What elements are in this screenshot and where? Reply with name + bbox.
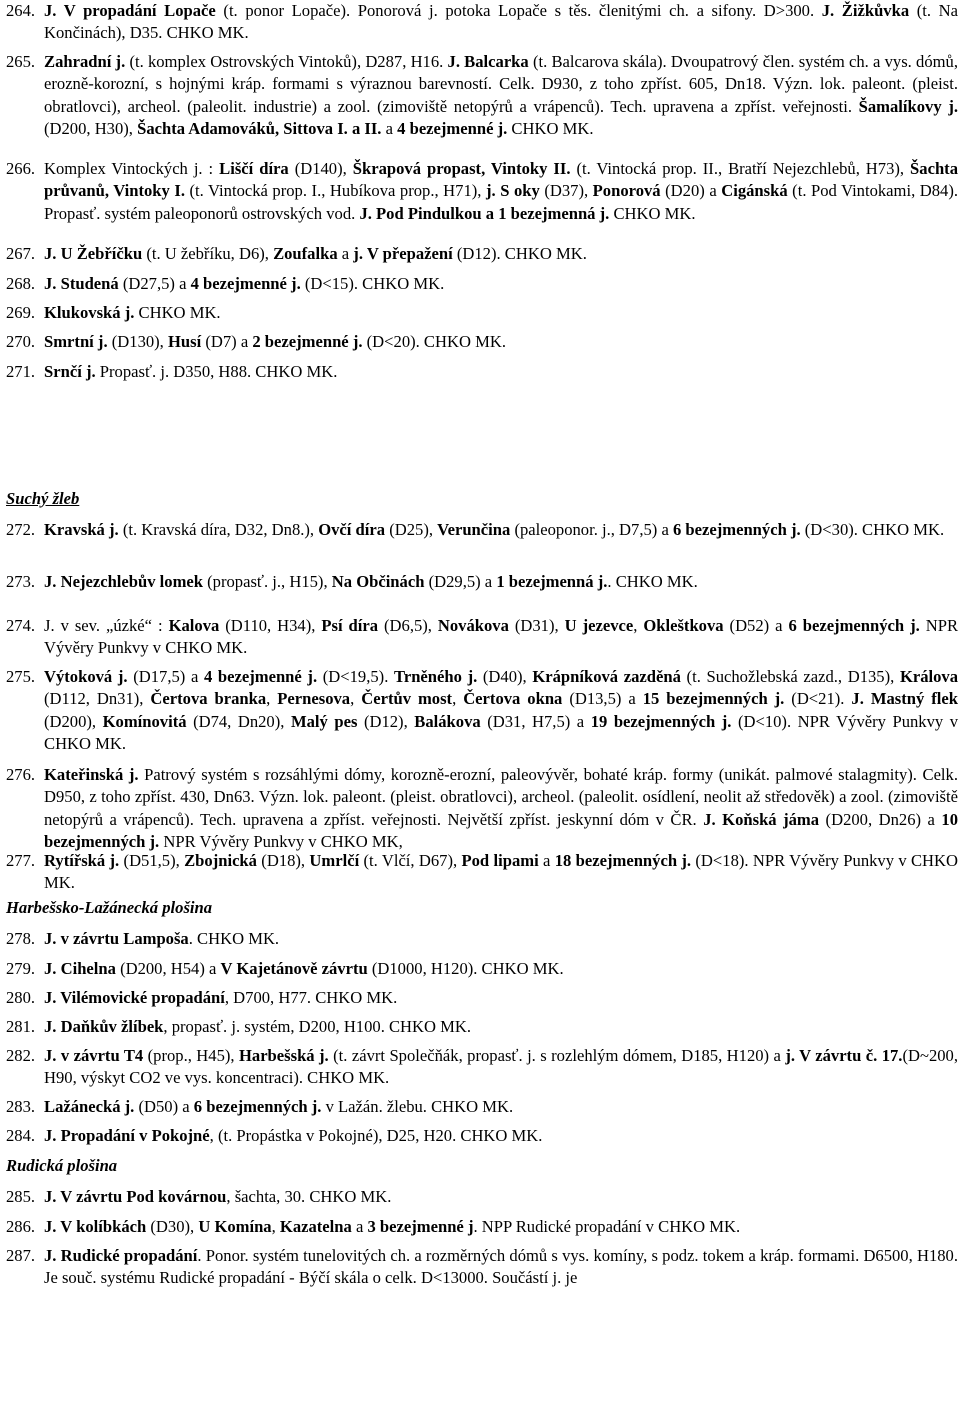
entry-text bbox=[44, 764, 958, 853]
cave-name: Králova bbox=[899, 667, 959, 686]
section-heading: Rudická plošina bbox=[6, 1156, 118, 1175]
entry-description: (D30), bbox=[146, 1217, 199, 1236]
cave-entry bbox=[6, 928, 958, 950]
section-heading: Harbešsko-Lažánecká plošina bbox=[6, 898, 213, 917]
entry-text bbox=[44, 1016, 958, 1038]
entry-description: (t. Balcarova skála). Dvoupatrový člen. systém ch. a vys. dómů, erozně-korozní, s hojnými kráp. formami s výraznou barevností. Celk. D930, z toho zpříst. 605, Dn18. Význ. lok. paleont. (pleist. obratlovci), archeol. (paleolit. industrie) a zool. (zimoviště netopýrů a vrápenců). Tech. upravena a zpříst. veřejnosti. bbox=[44, 52, 958, 116]
cave-name: 10 bezejmenných j. bbox=[44, 809, 958, 851]
cave-entry bbox=[6, 615, 958, 660]
cave-entry bbox=[6, 51, 958, 140]
entry-number: 280. bbox=[6, 988, 36, 1007]
entry-description: (D52) a bbox=[723, 616, 789, 635]
cave-name: Psí díra bbox=[321, 616, 379, 635]
cave-name: J. Propadání v Pokojné bbox=[44, 1126, 210, 1145]
cave-name: 1 bezejmenná j. bbox=[496, 572, 608, 591]
entry-description: Patrový systém s rozsáhlými dómy, korozně-erozní, paleovývěr, bohaté kráp. formy (unikát. palmové stalagmity). Celk. D950, z toho zpříst. 430, Dn63. Význ. lok. paleont. (pleist. obratlovci), archeol. (paleolit. osídlení, neolit až středověk) a zool. (zimoviště netopýrů a vrápenců). Tech. upravena a zpříst. veřejnosti. Největší zpříst. jeskynní dóm v ČR. bbox=[44, 765, 958, 829]
cave-name: Rytířská j. bbox=[44, 851, 120, 870]
entry-number: 264. bbox=[6, 1, 36, 20]
cave-name: Čertova branka bbox=[150, 689, 267, 709]
cave-name: Kateřinská j. bbox=[44, 765, 139, 784]
entry-description: , bbox=[452, 689, 464, 709]
cave-name: Na Občinách bbox=[331, 572, 425, 591]
entry-description: , bbox=[350, 689, 362, 709]
entry-number: 266. bbox=[6, 159, 36, 178]
entry-text bbox=[44, 928, 958, 950]
cave-entry bbox=[6, 243, 958, 265]
cave-entry bbox=[6, 850, 958, 895]
entry-description: (t. Vintocká prop. II., Bratří Nejezchlebů, H73), bbox=[570, 159, 911, 178]
cave-entry bbox=[6, 361, 958, 383]
entry-number: 269. bbox=[6, 303, 36, 322]
cave-name: Šachta Adamováků, Sittova I. a II. bbox=[137, 118, 382, 138]
entry-text bbox=[44, 273, 958, 295]
entry-description: a bbox=[351, 1217, 368, 1236]
entry-description: , D700, H77. CHKO MK. bbox=[224, 988, 398, 1007]
entry-text bbox=[44, 158, 958, 225]
cave-entry bbox=[6, 764, 958, 853]
cave-name: J. Žižkůvka bbox=[821, 1, 910, 20]
cave-name: Ovčí díra bbox=[318, 520, 386, 539]
cave-name: Komínovitá bbox=[102, 711, 187, 731]
cave-name: U jezevce bbox=[564, 616, 634, 635]
cave-name: Malý pes bbox=[290, 711, 358, 731]
entry-description: Komplex Vintockých j. : bbox=[44, 159, 220, 178]
cave-name: Ponorová bbox=[592, 181, 661, 201]
cave-name: Zbojnická bbox=[184, 851, 257, 870]
entry-description: (t. ponor Lopače). Ponorová j. potoka Lopače s těs. členitými ch. a sifony. D>300. bbox=[215, 1, 822, 20]
entry-description: (D27,5) a bbox=[118, 274, 191, 293]
entry-description: (D140), bbox=[288, 159, 353, 178]
entry-description: (t. U žebříku, D6), bbox=[142, 244, 274, 263]
cave-entry bbox=[6, 666, 958, 755]
cave-name: j. V přepažení bbox=[353, 244, 453, 263]
entry-number: 281. bbox=[6, 1017, 36, 1036]
cave-name: 2 bezejmenné j. bbox=[252, 332, 363, 351]
entry-number: 265. bbox=[6, 52, 36, 71]
entry-description: (D50) a bbox=[134, 1097, 194, 1116]
cave-name: 6 bezejmenných j. bbox=[788, 616, 920, 635]
cave-name: Umrlčí bbox=[309, 851, 360, 870]
cave-name: Srnčí j. bbox=[44, 362, 96, 381]
entry-description: (D74, Dn20), bbox=[186, 711, 291, 731]
entry-description: (D51,5), bbox=[119, 851, 185, 870]
entry-description: (D130), bbox=[107, 332, 168, 351]
entry-description: (t. Kravská díra, D32, Dn8.), bbox=[118, 520, 319, 539]
cave-name: Kravská j. bbox=[44, 520, 119, 539]
cave-entry bbox=[6, 302, 958, 324]
entry-description: (t. Na Končinách), D35. CHKO MK. bbox=[44, 1, 958, 43]
entry-number: 275. bbox=[6, 667, 36, 686]
entry-text bbox=[44, 666, 958, 755]
cave-name: Husí bbox=[167, 332, 202, 351]
entry-description: (D40), bbox=[477, 667, 533, 686]
entry-description: (D<30). CHKO MK. bbox=[800, 520, 945, 539]
entry-number: 268. bbox=[6, 274, 36, 293]
entry-description: (D12). CHKO MK. bbox=[452, 244, 587, 263]
cave-name: J. V závrtu Pod kovárnou bbox=[44, 1187, 227, 1206]
entry-description: (t. závrt Společňák, propasť. j. s rozlehlým dómem, D185, H120) a bbox=[328, 1046, 786, 1065]
cave-entry bbox=[6, 331, 958, 353]
entry-number: 286. bbox=[6, 1217, 36, 1236]
cave-entry bbox=[6, 519, 958, 541]
cave-entry bbox=[6, 1186, 958, 1208]
entry-number: 285. bbox=[6, 1187, 36, 1206]
entry-text bbox=[44, 958, 958, 980]
entry-number: 279. bbox=[6, 959, 36, 978]
cave-name: 15 bezejmenných j. bbox=[642, 689, 785, 709]
entry-description: (D18), bbox=[256, 851, 310, 870]
entry-description: (D200), bbox=[44, 711, 103, 731]
entry-text bbox=[44, 0, 958, 45]
entry-description: NPR Vývěry Punkvy v CHKO MK. bbox=[44, 616, 959, 658]
entry-description: (D<15). CHKO MK. bbox=[300, 274, 445, 293]
entry-text bbox=[44, 850, 958, 895]
cave-name: 18 bezejmenných j. bbox=[554, 851, 692, 870]
cave-name: J. Mastný flek bbox=[851, 689, 958, 709]
cave-name: 6 bezejmenných j. bbox=[672, 520, 801, 539]
entry-text bbox=[44, 1125, 958, 1147]
entry-description: (D20) a bbox=[660, 181, 722, 201]
cave-name: Zoufalka bbox=[273, 244, 338, 263]
entry-description: (D31, H7,5) a bbox=[480, 711, 591, 731]
cave-name: J. Studená bbox=[44, 274, 119, 293]
cave-name: Čertův most bbox=[361, 689, 453, 709]
entry-description: a bbox=[337, 244, 354, 263]
cave-name: Okleštkova bbox=[643, 616, 724, 635]
entry-number: 287. bbox=[6, 1246, 36, 1265]
cave-entry bbox=[6, 0, 958, 45]
entry-description: , bbox=[633, 616, 644, 635]
entry-description: (D200, H54) a bbox=[115, 959, 221, 978]
cave-entry bbox=[6, 273, 958, 295]
cave-entry bbox=[6, 1016, 958, 1038]
cave-name: J. Rudické propadání bbox=[44, 1246, 198, 1265]
cave-name: Pod lipami bbox=[461, 851, 539, 870]
entry-text bbox=[44, 302, 958, 324]
cave-name: J. Pod Pindulkou a 1 bezejmenná j. bbox=[359, 203, 610, 223]
entry-description: (D200, H30), bbox=[44, 118, 138, 138]
entry-description: (D<21). bbox=[784, 689, 852, 709]
cave-name: 19 bezejmenných j. bbox=[590, 711, 732, 731]
cave-name: Harbešská j. bbox=[238, 1046, 329, 1065]
entry-text bbox=[44, 361, 958, 383]
entry-number: 274. bbox=[6, 616, 36, 635]
entry-description: (D25), bbox=[385, 520, 438, 539]
entry-description: . Ponor. systém tunelovitých ch. a rozměrných dómů s vys. komíny, s podz. tokem a kráp. formami. D6500, H180. Je souč. systému Rudické propadání - Býčí skála o celk. D<13000. Součástí j. je bbox=[44, 1246, 958, 1288]
cave-name: Výtoková j. bbox=[44, 667, 128, 686]
entry-number: 271. bbox=[6, 362, 36, 381]
cave-entry bbox=[6, 987, 958, 1009]
entry-text bbox=[44, 1186, 958, 1208]
entry-description: CHKO MK. bbox=[507, 118, 594, 138]
cave-name: J. V propadání Lopače bbox=[44, 1, 216, 20]
entry-description: J. v sev. „úzké“ : bbox=[44, 616, 169, 635]
entry-text bbox=[44, 987, 958, 1009]
cave-name: J. Vilémovické propadání bbox=[44, 988, 225, 1007]
entry-description: . CHKO MK. bbox=[607, 572, 698, 591]
entry-description: , bbox=[266, 689, 278, 709]
cave-name: j. S oky bbox=[485, 181, 540, 201]
entry-description: (D17,5) a bbox=[127, 667, 204, 686]
cave-name: Zahradní j. bbox=[44, 52, 126, 71]
entry-description: (t. komplex Ostrovských Vintoků), D287, H16. bbox=[125, 52, 448, 71]
cave-name: Šachta průvanů, Vintoky I. bbox=[44, 159, 958, 201]
cave-name: J. Cihelna bbox=[44, 959, 116, 978]
entry-text bbox=[44, 1045, 958, 1090]
entry-number: 276. bbox=[6, 765, 36, 784]
entry-description: v Lažán. žlebu. CHKO MK. bbox=[321, 1097, 514, 1116]
entry-description: , propasť. j. systém, D200, H100. CHKO MK. bbox=[163, 1017, 472, 1036]
cave-name: U Komína bbox=[198, 1217, 272, 1236]
entry-number: 272. bbox=[6, 520, 36, 539]
cave-name: Kalova bbox=[168, 616, 220, 635]
cave-name: J. v závrtu T4 bbox=[44, 1046, 144, 1065]
cave-name: Smrtní j. bbox=[44, 332, 108, 351]
cave-name: J. V kolíbkách bbox=[44, 1217, 147, 1236]
entry-description: (D<19,5). bbox=[317, 667, 394, 686]
entry-number: 270. bbox=[6, 332, 36, 351]
cave-name: 4 bezejmenné j. bbox=[190, 274, 301, 293]
cave-name: Cigánská bbox=[721, 181, 788, 201]
entry-number: 267. bbox=[6, 244, 36, 263]
entry-description: (prop., H45), bbox=[143, 1046, 239, 1065]
entry-description: . CHKO MK. bbox=[188, 929, 280, 948]
entry-description: a bbox=[381, 118, 398, 138]
section-heading: Suchý žleb bbox=[6, 489, 80, 508]
cave-entry bbox=[6, 1245, 958, 1290]
entry-description: (D<18). NPR Vývěry Punkvy v CHKO MK. bbox=[44, 851, 958, 893]
cave-entry bbox=[6, 158, 958, 225]
cave-name: J. Daňkův žlíbek bbox=[44, 1017, 164, 1036]
cave-name: J. v závrtu Lampoša bbox=[44, 929, 189, 948]
cave-name: 4 bezejmenné j. bbox=[203, 667, 318, 686]
cave-entry bbox=[6, 958, 958, 980]
cave-name: Balákova bbox=[414, 711, 481, 731]
entry-number: 277. bbox=[6, 851, 36, 870]
entry-description: (t. Pod Vintokami, D84). Propasť. systém paleoponorů ostrovských vod. bbox=[44, 181, 959, 223]
entry-description: , bbox=[271, 1217, 280, 1236]
entry-text bbox=[44, 51, 958, 140]
cave-name: Čertova okna bbox=[463, 689, 563, 709]
entry-text bbox=[44, 1096, 958, 1118]
cave-name: Klukovská j. bbox=[44, 303, 135, 322]
cave-name: J. Balcarka bbox=[447, 52, 529, 71]
entry-text bbox=[44, 1216, 958, 1238]
entry-text bbox=[44, 1245, 958, 1290]
cave-entry bbox=[6, 571, 958, 593]
cave-name: J. Nejezchlebův lomek bbox=[44, 572, 203, 591]
entry-description: (propasť. j., H15), bbox=[203, 572, 332, 591]
entry-description: CHKO MK. bbox=[609, 203, 696, 223]
entry-number: 282. bbox=[6, 1046, 36, 1065]
cave-entry bbox=[6, 1216, 958, 1238]
entry-description: (D6,5), bbox=[378, 616, 438, 635]
cave-name: Šamalíkovy j. bbox=[858, 96, 958, 116]
cave-name: 3 bezejmenné j bbox=[367, 1217, 474, 1236]
entry-description: , (t. Propástka v Pokojné), D25, H20. CHKO MK. bbox=[209, 1126, 543, 1145]
entry-text bbox=[44, 571, 958, 593]
cave-name: Novákova bbox=[437, 616, 509, 635]
cave-name: Kazatelna bbox=[279, 1217, 352, 1236]
entry-description: (D31), bbox=[508, 616, 565, 635]
cave-name: Trněného j. bbox=[394, 667, 478, 686]
cave-entry bbox=[6, 1096, 958, 1118]
cave-name: Škrapová propast, Vintoky II. bbox=[352, 159, 571, 178]
entry-number: 278. bbox=[6, 929, 36, 948]
entry-description: (D110, H34), bbox=[219, 616, 322, 635]
cave-name: j. V závrtu č. 17. bbox=[785, 1046, 903, 1065]
entry-text bbox=[44, 519, 958, 541]
cave-name: V Kajetánově závrtu bbox=[220, 959, 368, 978]
cave-name: Liščí díra bbox=[219, 159, 289, 178]
entry-number: 273. bbox=[6, 572, 36, 591]
cave-name: 4 bezejmenné j. bbox=[397, 118, 508, 138]
entry-description: (t. Vlčí, D67), bbox=[359, 851, 462, 870]
entry-number: 284. bbox=[6, 1126, 36, 1145]
entry-description: (D112, Dn31), bbox=[44, 689, 151, 709]
entry-description: a bbox=[538, 851, 555, 870]
cave-entry bbox=[6, 1045, 958, 1090]
cave-name: J. Koňská jáma bbox=[703, 809, 820, 829]
entry-description: , šachta, 30. CHKO MK. bbox=[226, 1187, 392, 1206]
entry-text bbox=[44, 243, 958, 265]
cave-name: 6 bezejmenných j. bbox=[193, 1097, 322, 1116]
entry-description: CHKO MK. bbox=[134, 303, 221, 322]
entry-text bbox=[44, 615, 958, 660]
entry-description: (D<20). CHKO MK. bbox=[362, 332, 506, 351]
entry-description: Propasť. j. D350, H88. CHKO MK. bbox=[95, 362, 338, 381]
entry-description: (D7) a bbox=[201, 332, 253, 351]
entry-description: (D12), bbox=[357, 711, 415, 731]
entry-description: (D29,5) a bbox=[424, 572, 497, 591]
entry-description: (paleoponor. j., D7,5) a bbox=[510, 520, 673, 539]
entry-description: (D200, Dn26) a bbox=[819, 809, 942, 829]
entry-description: . NPP Rudické propadání v CHKO MK. bbox=[473, 1217, 741, 1236]
entry-description: (D1000, H120). CHKO MK. bbox=[367, 959, 564, 978]
entry-text bbox=[44, 331, 958, 353]
entry-description: NPR Vývěry Punkvy v CHKO MK, bbox=[159, 831, 403, 851]
cave-name: Lažánecká j. bbox=[44, 1097, 135, 1116]
entry-description: (D<10). NPR Vývěry Punkvy v CHKO MK. bbox=[44, 711, 959, 753]
entry-description: (t. Suchožlebská zazd., D135), bbox=[680, 667, 900, 686]
entry-description: (D37), bbox=[539, 181, 593, 201]
entry-description: (t. Vintocká prop. I., Hubíkova prop., H71), bbox=[184, 181, 486, 201]
cave-name: Krápníková zazděná bbox=[532, 667, 681, 686]
entry-number: 283. bbox=[6, 1097, 36, 1116]
cave-name: J. U Žebříčku bbox=[44, 244, 143, 263]
cave-name: Verunčina bbox=[437, 520, 511, 539]
entry-description: (D13,5) a bbox=[562, 689, 643, 709]
entry-description: (D~200, H90, výskyt CO2 ve vys. koncentraci). CHKO MK. bbox=[44, 1046, 958, 1088]
cave-name: Pernesova bbox=[277, 689, 351, 709]
cave-entry bbox=[6, 1125, 958, 1147]
